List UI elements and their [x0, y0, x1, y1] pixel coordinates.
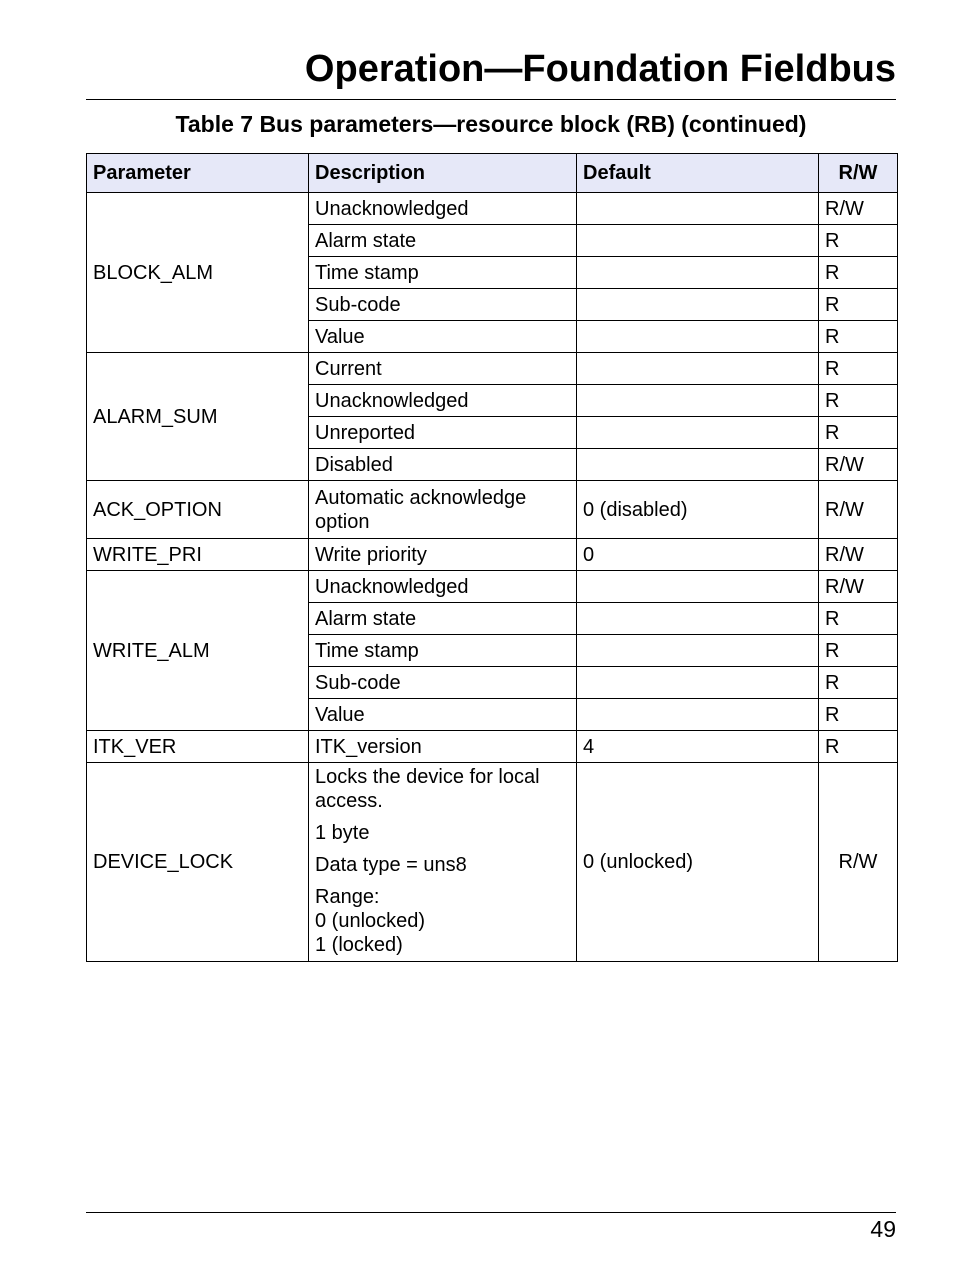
description-cell: Current — [309, 353, 577, 385]
description-cell: Alarm state — [309, 225, 577, 257]
page-title: Operation—Foundation Fieldbus — [304, 48, 896, 90]
rw-cell: R — [819, 353, 898, 385]
rw-cell: R/W — [819, 571, 898, 603]
description-paragraph: Locks the device for local access. — [315, 766, 540, 812]
rw-cell: R — [819, 257, 898, 289]
rw-cell: R/W — [819, 763, 898, 962]
rw-cell: R — [819, 321, 898, 353]
default-cell — [577, 635, 819, 667]
description-cell: Write priority — [309, 539, 577, 571]
bus-parameters-table — [86, 153, 898, 962]
description-cell: Unacknowledged — [309, 193, 577, 225]
default-cell — [577, 603, 819, 635]
parameter-cell: BLOCK_ALM — [87, 193, 309, 353]
column-header-default: Default — [577, 154, 819, 193]
description-cell: Disabled — [309, 449, 577, 481]
rw-cell: R — [819, 225, 898, 257]
rw-cell: R — [819, 289, 898, 321]
default-cell — [577, 321, 819, 353]
rw-cell: R/W — [819, 449, 898, 481]
header-divider — [86, 99, 896, 100]
rw-cell: R — [819, 603, 898, 635]
parameter-cell: ALARM_SUM — [87, 353, 309, 481]
description-line: 0 (unlocked) — [315, 910, 426, 932]
description-cell: Unacknowledged — [309, 571, 577, 603]
table-row — [87, 481, 898, 539]
parameter-cell: WRITE_PRI — [87, 539, 309, 571]
description-paragraph: Data type = uns8 — [315, 854, 467, 876]
description-cell: Sub-code — [309, 289, 577, 321]
description-cell: Value — [309, 321, 577, 353]
description-cell: Sub-code — [309, 667, 577, 699]
table-caption: Table 7 Bus parameters—resource block (RB) (continued) — [175, 111, 807, 137]
table-row — [87, 539, 898, 571]
description-cell: Unreported — [309, 417, 577, 449]
rw-cell: R — [819, 385, 898, 417]
rw-cell: R — [819, 667, 898, 699]
description-cell: Value — [309, 699, 577, 731]
table-row — [87, 193, 898, 225]
default-cell — [577, 449, 819, 481]
description-cell — [309, 763, 577, 962]
description-cell: Unacknowledged — [309, 385, 577, 417]
description-line: Range: — [315, 886, 380, 908]
description-cell: Alarm state — [309, 603, 577, 635]
default-cell: 0 — [577, 539, 819, 571]
footer-divider — [86, 1212, 896, 1213]
column-header-description: Description — [309, 154, 577, 193]
table-header-row — [87, 154, 898, 193]
rw-cell: R — [819, 417, 898, 449]
default-cell — [577, 257, 819, 289]
rw-cell: R — [819, 635, 898, 667]
column-header-rw: R/W — [819, 154, 898, 193]
rw-cell: R — [819, 731, 898, 763]
default-cell — [577, 193, 819, 225]
table-row — [87, 571, 898, 603]
page-number: 49 — [870, 1216, 896, 1242]
default-cell: 4 — [577, 731, 819, 763]
default-cell: 0 (unlocked) — [577, 763, 819, 962]
default-cell — [577, 667, 819, 699]
parameter-cell: WRITE_ALM — [87, 571, 309, 731]
description-line: 1 (locked) — [315, 934, 403, 956]
default-cell — [577, 385, 819, 417]
default-cell — [577, 353, 819, 385]
description-cell: Time stamp — [309, 257, 577, 289]
description-cell: Time stamp — [309, 635, 577, 667]
rw-cell: R — [819, 699, 898, 731]
default-cell — [577, 417, 819, 449]
default-cell — [577, 699, 819, 731]
description-paragraph — [315, 885, 570, 957]
description-cell: ITK_version — [309, 731, 577, 763]
description-cell: Automatic acknowledge option — [309, 481, 577, 539]
column-header-parameter: Parameter — [87, 154, 309, 193]
parameter-cell: ACK_OPTION — [87, 481, 309, 539]
table-row — [87, 353, 898, 385]
default-cell — [577, 571, 819, 603]
table-row — [87, 731, 898, 763]
description-paragraph: 1 byte — [315, 822, 370, 844]
default-cell: 0 (disabled) — [577, 481, 819, 539]
default-cell — [577, 225, 819, 257]
rw-cell: R/W — [819, 481, 898, 539]
table-row — [87, 763, 898, 962]
parameter-cell: ITK_VER — [87, 731, 309, 763]
rw-cell: R/W — [819, 539, 898, 571]
parameter-cell: DEVICE_LOCK — [87, 763, 309, 962]
rw-cell: R/W — [819, 193, 898, 225]
default-cell — [577, 289, 819, 321]
